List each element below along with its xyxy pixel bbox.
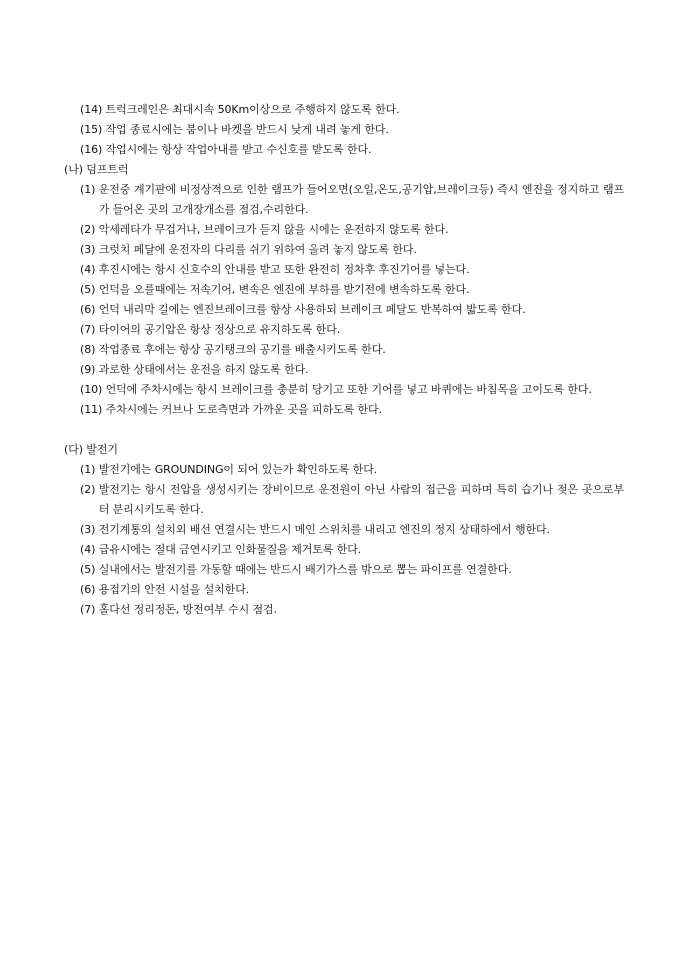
crane-item-14: (14) 트럭크레인은 최대시속 50Km이상으로 주행하지 않도록 한다. bbox=[80, 103, 400, 116]
item-text: 전기계통의 설치외 배선 연결시는 반드시 메인 스위치를 내리고 엔진의 정지 상태하에서 행한다. bbox=[98, 523, 550, 536]
item-text: 언덕을 오를때에는 저속기어, 변속은 엔진에 부하를 받기전에 변속하도록 한다. bbox=[98, 283, 470, 296]
item-number: (2) bbox=[80, 483, 99, 496]
item-text: 운전중 계기판에 비정상적으로 인한 램프가 들어오면(오일,온도,공기압,브레이크등) 즉시 엔진을 정지하고 램프가 들어온 곳의 고개장개소를 점검,수리한다. bbox=[98, 183, 624, 216]
item-text: 언덕 내리막 길에는 엔진브레이크를 항상 사용하되 브레이크 페달도 반복하여 밟도록 한다. bbox=[98, 303, 526, 316]
generator-list bbox=[64, 460, 624, 620]
item-number: (3) bbox=[80, 243, 99, 256]
generator-item bbox=[64, 480, 624, 520]
item-text: 실내에서는 발전기를 가동할 때에는 반드시 배기가스를 밖으로 뽑는 파이프를 연결한다. bbox=[98, 563, 512, 576]
item-number: (4) bbox=[80, 543, 99, 556]
generator-item bbox=[64, 540, 624, 560]
dump-truck-item bbox=[64, 180, 624, 220]
crane-item-16: (16) 작업시에는 항상 작업아내를 받고 수신호를 받도록 한다. bbox=[80, 143, 372, 156]
generator-item bbox=[64, 460, 624, 480]
item-text: 발전기는 항시 전압을 생성시키는 장비이므로 운전원이 아닌 사람의 접근을 피하며 특히 습기나 젖은 곳으로부터 분리시키도록 한다. bbox=[98, 483, 624, 516]
item-text: 악세레타가 무겁거나, 브레이크가 듣지 않을 시에는 운전하지 않도록 한다. bbox=[98, 223, 449, 236]
section-heading-dump-truck: (나) 덤프트럭 bbox=[64, 163, 129, 176]
item-text: 급유시에는 절대 금연시키고 인화물질을 제거토록 한다. bbox=[98, 543, 362, 556]
dump-truck-item bbox=[64, 320, 624, 340]
generator-item bbox=[64, 560, 624, 580]
item-text: 주차시에는 커브나 도로측면과 가까운 곳을 피하도록 한다. bbox=[105, 403, 382, 416]
dump-truck-item bbox=[64, 300, 624, 320]
dump-truck-list bbox=[64, 180, 624, 420]
item-number: (5) bbox=[80, 283, 99, 296]
item-text: 작업종료 후에는 항상 공기탱크의 공기를 배출시키도록 한다. bbox=[98, 343, 386, 356]
item-text: 홀다선 정리정돈, 방전여부 수시 점검. bbox=[98, 603, 277, 616]
dump-truck-item bbox=[64, 280, 624, 300]
item-text: 언덕에 주차시에는 항시 브레이크를 충분히 당기고 또한 기어를 넣고 바퀴에는 바침목을 고이도록 한다. bbox=[105, 383, 592, 396]
dump-truck-item bbox=[64, 260, 624, 280]
item-text: 타이어의 공기압은 항상 정상으로 유지하도록 한다. bbox=[98, 323, 341, 336]
item-number: (11) bbox=[80, 403, 106, 416]
dump-truck-item bbox=[64, 360, 624, 380]
dump-truck-item bbox=[64, 240, 624, 260]
dump-truck-item bbox=[64, 220, 624, 240]
section-heading-generator: (다) 발전기 bbox=[64, 443, 118, 456]
item-number: (8) bbox=[80, 343, 99, 356]
item-number: (1) bbox=[80, 183, 99, 196]
generator-item bbox=[64, 600, 624, 620]
item-text: 후진시에는 항시 신호수의 안내를 받고 또한 완전히 정차후 후진기어를 넣는다. bbox=[98, 263, 470, 276]
dump-truck-item bbox=[64, 380, 624, 400]
item-number: (5) bbox=[80, 563, 99, 576]
item-number: (6) bbox=[80, 303, 99, 316]
item-text: 과로한 상태에서는 운전을 하지 않도록 한다. bbox=[98, 363, 309, 376]
crane-item-15: (15) 작업 종료시에는 붐이나 바켓을 반드시 낮게 내려 놓게 한다. bbox=[80, 123, 389, 136]
item-number: (6) bbox=[80, 583, 99, 596]
item-number: (7) bbox=[80, 323, 99, 336]
item-text: 발전기에는 GROUNDING이 되어 있는가 확인하도록 한다. bbox=[98, 463, 378, 476]
item-number: (10) bbox=[80, 383, 106, 396]
item-number: (7) bbox=[80, 603, 99, 616]
item-number: (3) bbox=[80, 523, 99, 536]
generator-item bbox=[64, 520, 624, 540]
dump-truck-item bbox=[64, 340, 624, 360]
item-number: (4) bbox=[80, 263, 99, 276]
item-number: (9) bbox=[80, 363, 99, 376]
item-number: (2) bbox=[80, 223, 99, 236]
item-text: 용접기의 안전 시설을 설치한다. bbox=[98, 583, 250, 596]
item-text: 크럿치 페달에 운전자의 다리를 쉬기 위하여 올려 놓지 않도록 한다. bbox=[98, 243, 417, 256]
item-number: (1) bbox=[80, 463, 99, 476]
dump-truck-item bbox=[64, 400, 624, 420]
generator-item bbox=[64, 580, 624, 600]
document-body bbox=[64, 100, 624, 620]
spacer bbox=[64, 420, 624, 440]
